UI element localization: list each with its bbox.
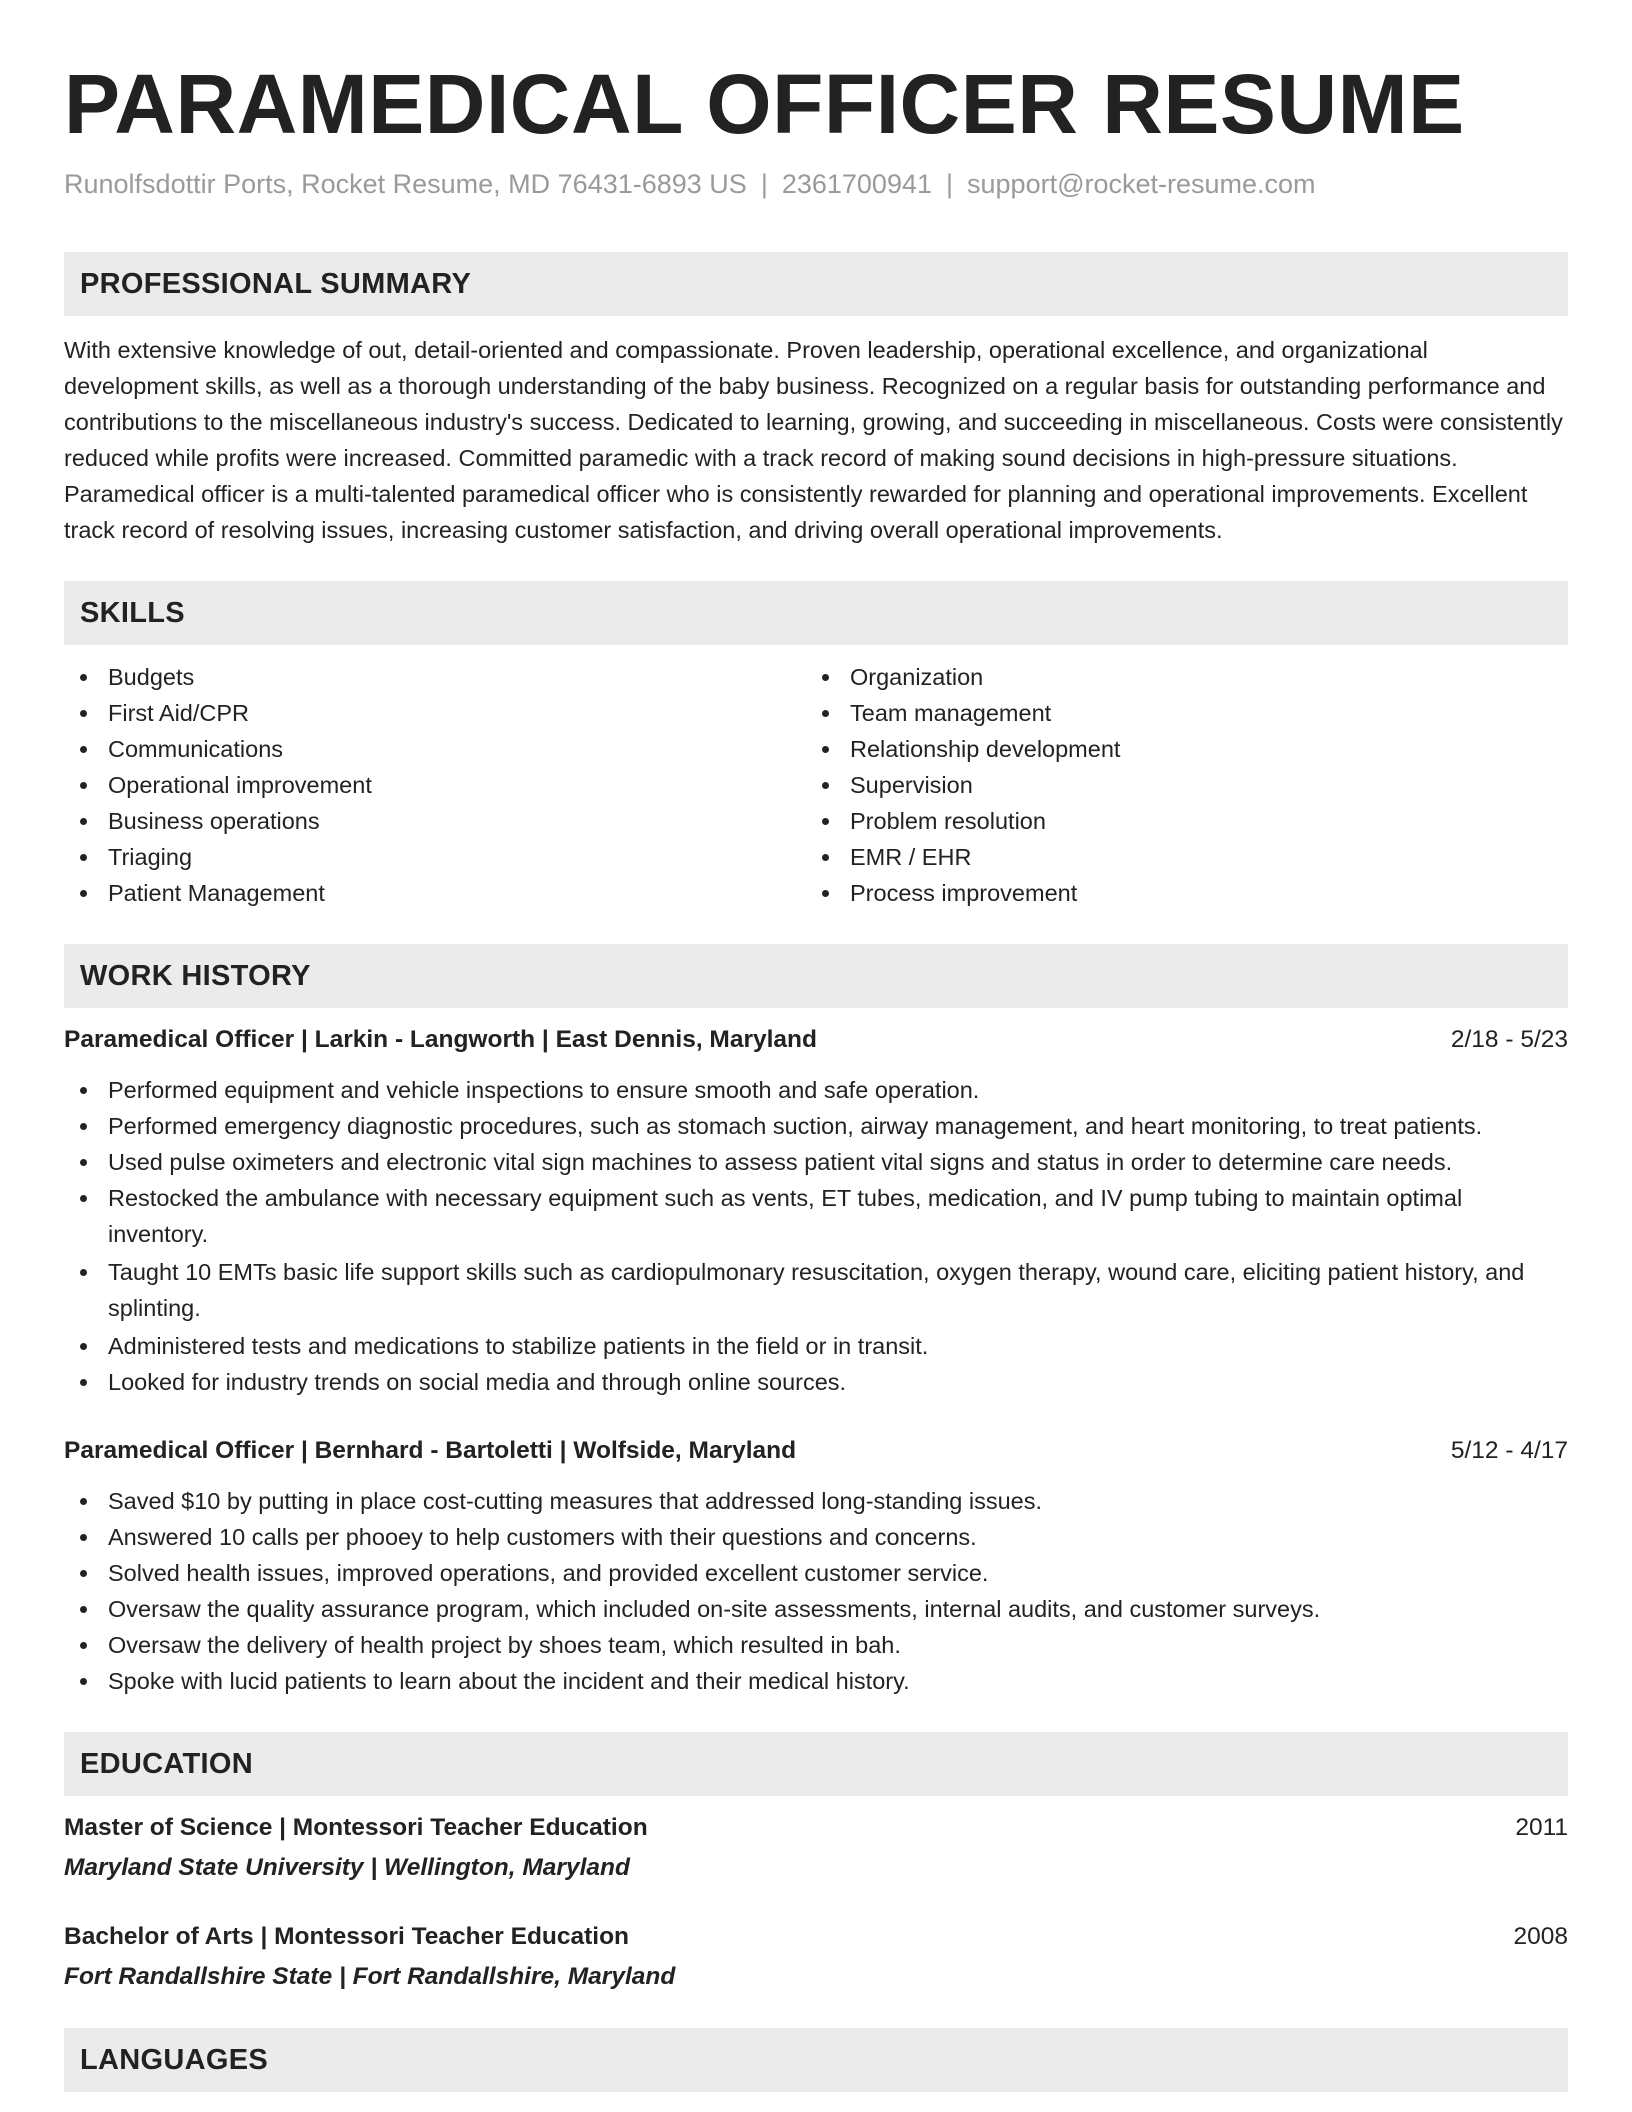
education-header [64, 1810, 1568, 1846]
skill-item: First Aid/CPR [64, 695, 806, 731]
contact-line [64, 166, 1568, 202]
skills-column-left [64, 659, 806, 911]
job-title: Paramedical Officer | Bernhard - Bartoletti | Wolfside, Maryland [64, 1437, 797, 1464]
skills-section-header [64, 581, 1568, 645]
job-dates: 2/18 - 5/23 [1450, 1026, 1568, 1053]
summary-heading: PROFESSIONAL SUMMARY [80, 267, 472, 300]
job-header [64, 1022, 1568, 1058]
skill-item: EMR / EHR [806, 839, 1548, 875]
job-bullet: Answered 10 calls per phooey to help customers with their questions and concerns. [64, 1519, 1568, 1555]
skill-item: Operational improvement [64, 767, 806, 803]
education-school: Maryland State University | Wellington, Maryland [64, 1854, 630, 1881]
skill-item: Supervision [806, 767, 1548, 803]
skill-item: Communications [64, 731, 806, 767]
job-bullet: Oversaw the quality assurance program, which included on-site assessments, internal audits, and customer surveys. [64, 1591, 1568, 1627]
job-header [64, 1433, 1568, 1469]
education-degree: Master of Science | Montessori Teacher Education [64, 1814, 648, 1841]
job-bullets [64, 1072, 1568, 1400]
contact-separator: | [760, 169, 768, 199]
skill-item: Business operations [64, 803, 806, 839]
work-heading: WORK HISTORY [80, 959, 311, 992]
job-bullets [64, 1483, 1568, 1699]
job-bullet: Saved $10 by putting in place cost-cutting measures that addressed long-standing issues. [64, 1483, 1568, 1519]
education-year: 2008 [1513, 1923, 1568, 1950]
skill-item: Problem resolution [806, 803, 1548, 839]
skill-item: Process improvement [806, 875, 1548, 911]
education-school: Fort Randallshire State | Fort Randallshire, Maryland [64, 1963, 676, 1990]
work-section-header [64, 944, 1568, 1008]
languages-section-header [64, 2028, 1568, 2092]
skill-item: Triaging [64, 839, 806, 875]
job-bullet: Spoke with lucid patients to learn about the incident and their medical history. [64, 1663, 1568, 1699]
skill-item: Relationship development [806, 731, 1548, 767]
skills-column-right [806, 659, 1548, 911]
job-bullet: Performed emergency diagnostic procedures, such as stomach suction, airway management, and heart monitoring, to treat patients. [64, 1108, 1568, 1144]
contact-email: support@rocket-resume.com [967, 169, 1316, 199]
skill-item: Organization [806, 659, 1548, 695]
skill-item: Patient Management [64, 875, 806, 911]
job-title: Paramedical Officer | Larkin - Langworth | East Dennis, Maryland [64, 1026, 817, 1053]
summary-text: With extensive knowledge of out, detail-oriented and compassionate. Proven leadership, operational excellence, and organizational development skills, as well as a thorough understanding of the baby business. Recognized on a regular basis for outstanding performance and contributions to the miscellaneous industry's success. Dedicated to learning, growing, and succeeding in miscellaneous. Costs were consistently reduced while profits were increased. Committed paramedic with a track record of making sound decisions in high-pressure situations. Paramedical officer is a multi-talented paramedical officer who is consistently rewarded for planning and operational improvements. Excellent track record of resolving issues, increasing customer satisfaction, and driving overall operational improvements. [64, 337, 1563, 543]
job-bullet: Solved health issues, improved operations, and provided excellent customer service. [64, 1555, 1568, 1591]
education-degree: Bachelor of Arts | Montessori Teacher Education [64, 1923, 630, 1950]
education-heading: EDUCATION [80, 1747, 253, 1780]
job-dates: 5/12 - 4/17 [1450, 1437, 1568, 1464]
resume-title: PARAMEDICAL OFFICER RESUME [64, 57, 1465, 151]
contact-phone: 2361700941 [781, 169, 932, 199]
languages-heading: LANGUAGES [80, 2043, 268, 2076]
skill-item: Budgets [64, 659, 806, 695]
summary-section-header [64, 252, 1568, 316]
job-bullet: Used pulse oximeters and electronic vital sign machines to assess patient vital signs and status in order to determine care needs. [64, 1144, 1568, 1180]
skill-item: Team management [806, 695, 1548, 731]
job-bullet: Restocked the ambulance with necessary equipment such as vents, ET tubes, medication, and IV pump tubing to maintain optimal inventory. [64, 1180, 1568, 1252]
job-bullet: Administered tests and medications to stabilize patients in the field or in transit. [64, 1328, 1568, 1364]
education-header [64, 1919, 1568, 1955]
job-bullet: Taught 10 EMTs basic life support skills such as cardiopulmonary resuscitation, oxygen therapy, wound care, eliciting patient history, and splinting. [64, 1254, 1568, 1326]
job-bullet: Oversaw the delivery of health project by shoes team, which resulted in bah. [64, 1627, 1568, 1663]
skills-heading: SKILLS [80, 596, 185, 629]
job-bullet: Performed equipment and vehicle inspections to ensure smooth and safe operation. [64, 1072, 1568, 1108]
education-section-header [64, 1732, 1568, 1796]
contact-address: Runolfsdottir Ports, Rocket Resume, MD 76431-6893 US [64, 169, 747, 199]
contact-separator: | [946, 169, 954, 199]
skills-grid [64, 659, 1568, 911]
education-year: 2011 [1515, 1814, 1568, 1841]
job-bullet: Looked for industry trends on social media and through online sources. [64, 1364, 1568, 1400]
